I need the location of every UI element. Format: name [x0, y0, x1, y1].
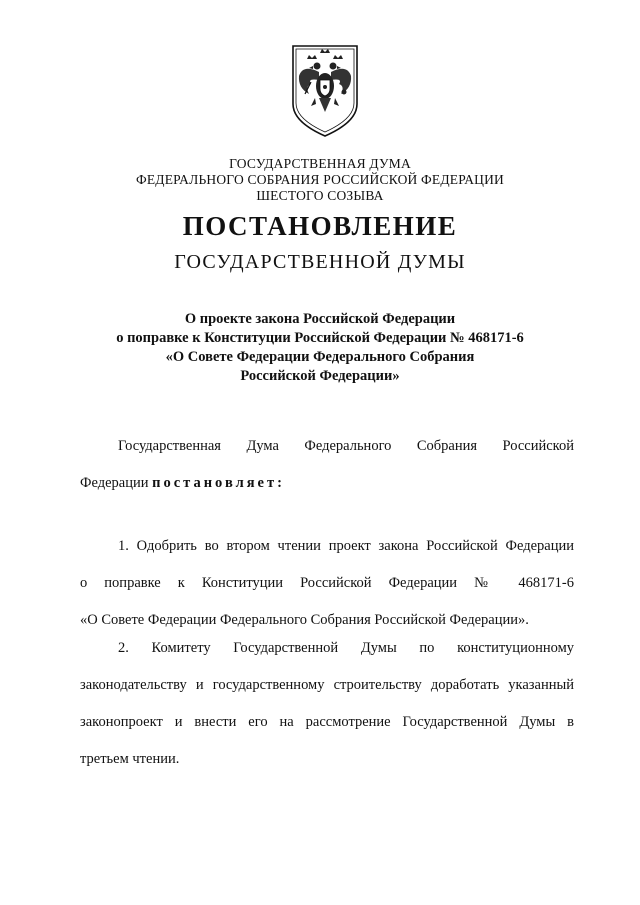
item-2-paragraph: [80, 630, 574, 778]
item-2-line-1: 2. Комитету Государственной Думы по конституционному: [118, 640, 574, 656]
preamble-line-2: [80, 465, 574, 502]
org-line-2: ФЕДЕРАЛЬНОГО СОБРАНИЯ РОССИЙСКОЙ ФЕДЕРАЦИИ: [136, 172, 504, 187]
item-2-line-3: законопроект и внести его на рассмотрение Государственной Думы в: [80, 714, 574, 730]
item-1-line-3: «О Совете Федерации Федерального Собрания Российской Федерации».: [80, 612, 529, 628]
subject-line-3: «О Совете Федерации Федерального Собрания: [165, 349, 475, 365]
subject-line-1: О проекте закона Российской Федерации: [184, 311, 456, 327]
item-1-line-2: о поправке к Конституции Российской Федерации № 468171-6: [80, 575, 574, 591]
item-1-line-1: 1. Одобрить во втором чтении проект закона Российской Федерации: [118, 538, 574, 554]
subject-line-4: Российской Федерации»: [240, 368, 400, 384]
org-line-3: ШЕСТОГО СОЗЫВА: [256, 188, 384, 203]
preamble-line-1: Государственная Дума Федерального Собрания Российской: [118, 438, 574, 454]
item-2-line-4: третьем чтении.: [80, 751, 180, 767]
document-type-title: ПОСТАНОВЛЕНИЕ: [182, 211, 458, 241]
item-2-line-2: законодательству и государственному строительству доработать указанный: [80, 677, 574, 693]
resolution-verb: постановляет:: [152, 475, 285, 491]
document-subject: [0, 310, 640, 386]
preamble-paragraph: [80, 428, 574, 502]
preamble-line-2-start: Федерации: [80, 475, 153, 491]
russian-coat-of-arms-icon: [289, 42, 361, 140]
document-header: [0, 156, 640, 274]
org-line-1: ГОСУДАРСТВЕННАЯ ДУМА: [229, 156, 411, 171]
item-1-paragraph: [80, 528, 574, 639]
document-issuer: ГОСУДАРСТВЕННОЙ ДУМЫ: [174, 251, 466, 273]
subject-line-2: о поправке к Конституции Российской Федерации № 468171-6: [116, 330, 524, 346]
